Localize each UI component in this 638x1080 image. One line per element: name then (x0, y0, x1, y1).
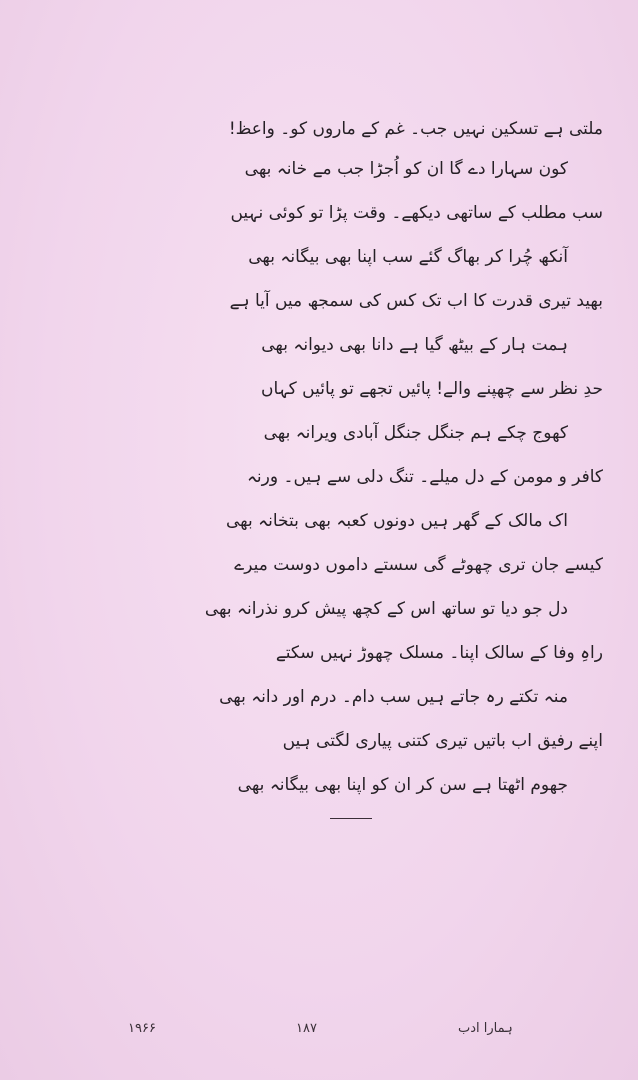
poem-line: آنکھ چُرا کر بھاگ گئے سب اپنا بھی بیگانہ بھی (248, 247, 568, 267)
poem-line: بھید تیری قدرت کا اب تک کس کی سمجھ میں آیا ہے (229, 291, 603, 311)
poem-line: اک مالک کے گھر ہیں دونوں کعبہ بھی بتخانہ بھی (226, 511, 568, 531)
poem-line: ہمت ہار کے بیٹھ گیا ہے دانا بھی دیوانہ بھی (261, 335, 568, 355)
page-number: ۱۸۷ (296, 1021, 317, 1036)
journal-name: ہمارا ادب (458, 1021, 513, 1036)
poem-line: کیسے جان تری چھوٹے گی سستے داموں دوست میرے (234, 555, 603, 575)
poem-line: دل جو دیا تو ساتھ اس کے کچھ پیش کرو نذرانہ بھی (204, 599, 568, 619)
poem-line: راہِ وفا کے سالک اپنا۔ مسلک چھوڑ نہیں سکتے (275, 643, 603, 663)
poem-line: منہ تکتے رہ جاتے ہیں سب دام۔ درم اور دانہ بھی (219, 687, 568, 707)
poem-line: اپنے رفیق اب باتیں تیری کتنی پیاری لگتی ہیں (282, 731, 603, 751)
poem-line: سب مطلب کے ساتھی دیکھے۔ وقت پڑا تو کوئی نہیں (230, 203, 603, 223)
divider (330, 818, 372, 819)
poem-line: کھوج چکے ہم جنگل جنگل آبادی ویرانہ بھی (263, 423, 568, 443)
poem-line: جھوم اٹھتا ہے سن کر ان کو اپنا بھی بیگانہ بھی (237, 775, 568, 795)
poem-line: کون سہارا دے گا ان کو اُجڑا جب مے خانہ بھی (244, 159, 568, 179)
year: ۱۹۶۶ (128, 1021, 156, 1036)
poem-line: کافر و مومن کے دل میلے۔ تنگ دلی سے ہیں۔ ورنہ (246, 467, 603, 487)
poem-line: ملتی ہے تسکین نہیں جب۔ غم کے ماروں کو۔ واعظ! (228, 119, 603, 139)
poem-line: حدِ نظر سے چھپنے والے! پائیں تجھے تو پائیں کہاں (261, 379, 603, 399)
